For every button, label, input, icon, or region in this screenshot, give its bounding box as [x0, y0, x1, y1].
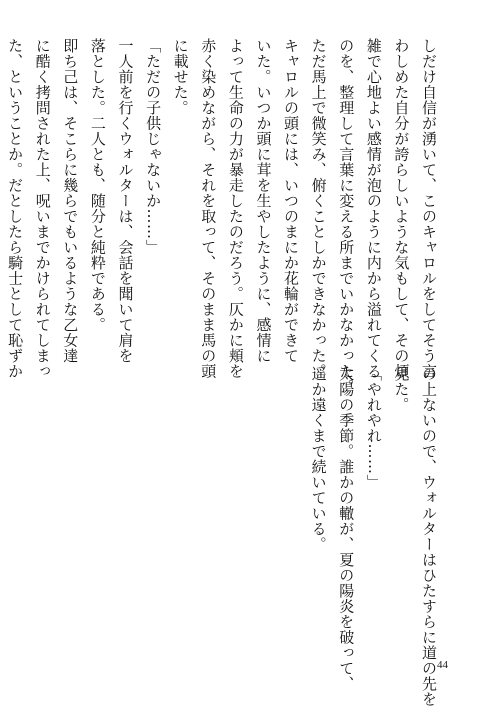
- text-line: に載せた。: [171, 38, 190, 116]
- text-line: 一人前を行くウォルターは、会話を聞いて肩を: [116, 38, 135, 364]
- lower-text-block: [304, 366, 442, 707]
- text-line: いた。いつか頭に茸を生やしたように、感情に: [254, 38, 273, 364]
- text-line: のを、整理して言葉に変える所までいかなかった。: [337, 38, 356, 395]
- text-line: よって生命の力が暴走したのだろう。仄かに頬を: [226, 38, 245, 379]
- text-line: 即ち己は、そこらに幾らでもいるような乙女達: [61, 38, 80, 364]
- text-line: しだけ自信が湧いて、このキャロルをしてそう言: [420, 38, 438, 379]
- text-line: に酷く拷問された上、呪いまでかけられてしまっ: [33, 38, 52, 379]
- text-line: ただ馬上で微笑み、俯くことしかできなかった。: [309, 38, 328, 379]
- text-line: 赤く染めながら、それを取って、そのまま馬の頭: [199, 38, 218, 379]
- text-line: 遥か遠くまで続いている。: [309, 366, 328, 552]
- text-line: 「やれやれ……」: [364, 366, 383, 490]
- text-line: の上ないので、ウォルターはひたすらに道の先を: [420, 366, 438, 707]
- page-number: 44: [437, 659, 448, 671]
- text-line: 太陽の季節。誰かの轍が、夏の陽炎を破って、: [337, 366, 356, 692]
- text-line: 見た。: [392, 366, 411, 413]
- text-line: た、ということか。だとしたら騎士として恥ずか: [6, 38, 25, 379]
- text-line: わしめた自分が誇らしいような気もして、その煩: [392, 38, 411, 379]
- text-line: 「ただの子供じゃないか……」: [144, 38, 163, 255]
- upper-text-block: [0, 38, 442, 395]
- text-line: 落とした。二人とも、随分と純粋である。: [88, 38, 107, 333]
- text-line: [0, 38, 1, 395]
- text-line: キャロルの頭には、いつのまにか花輪ができて: [282, 38, 301, 364]
- text-line: 雑で心地よい感情が泡のように内から溢れてくる: [364, 38, 383, 379]
